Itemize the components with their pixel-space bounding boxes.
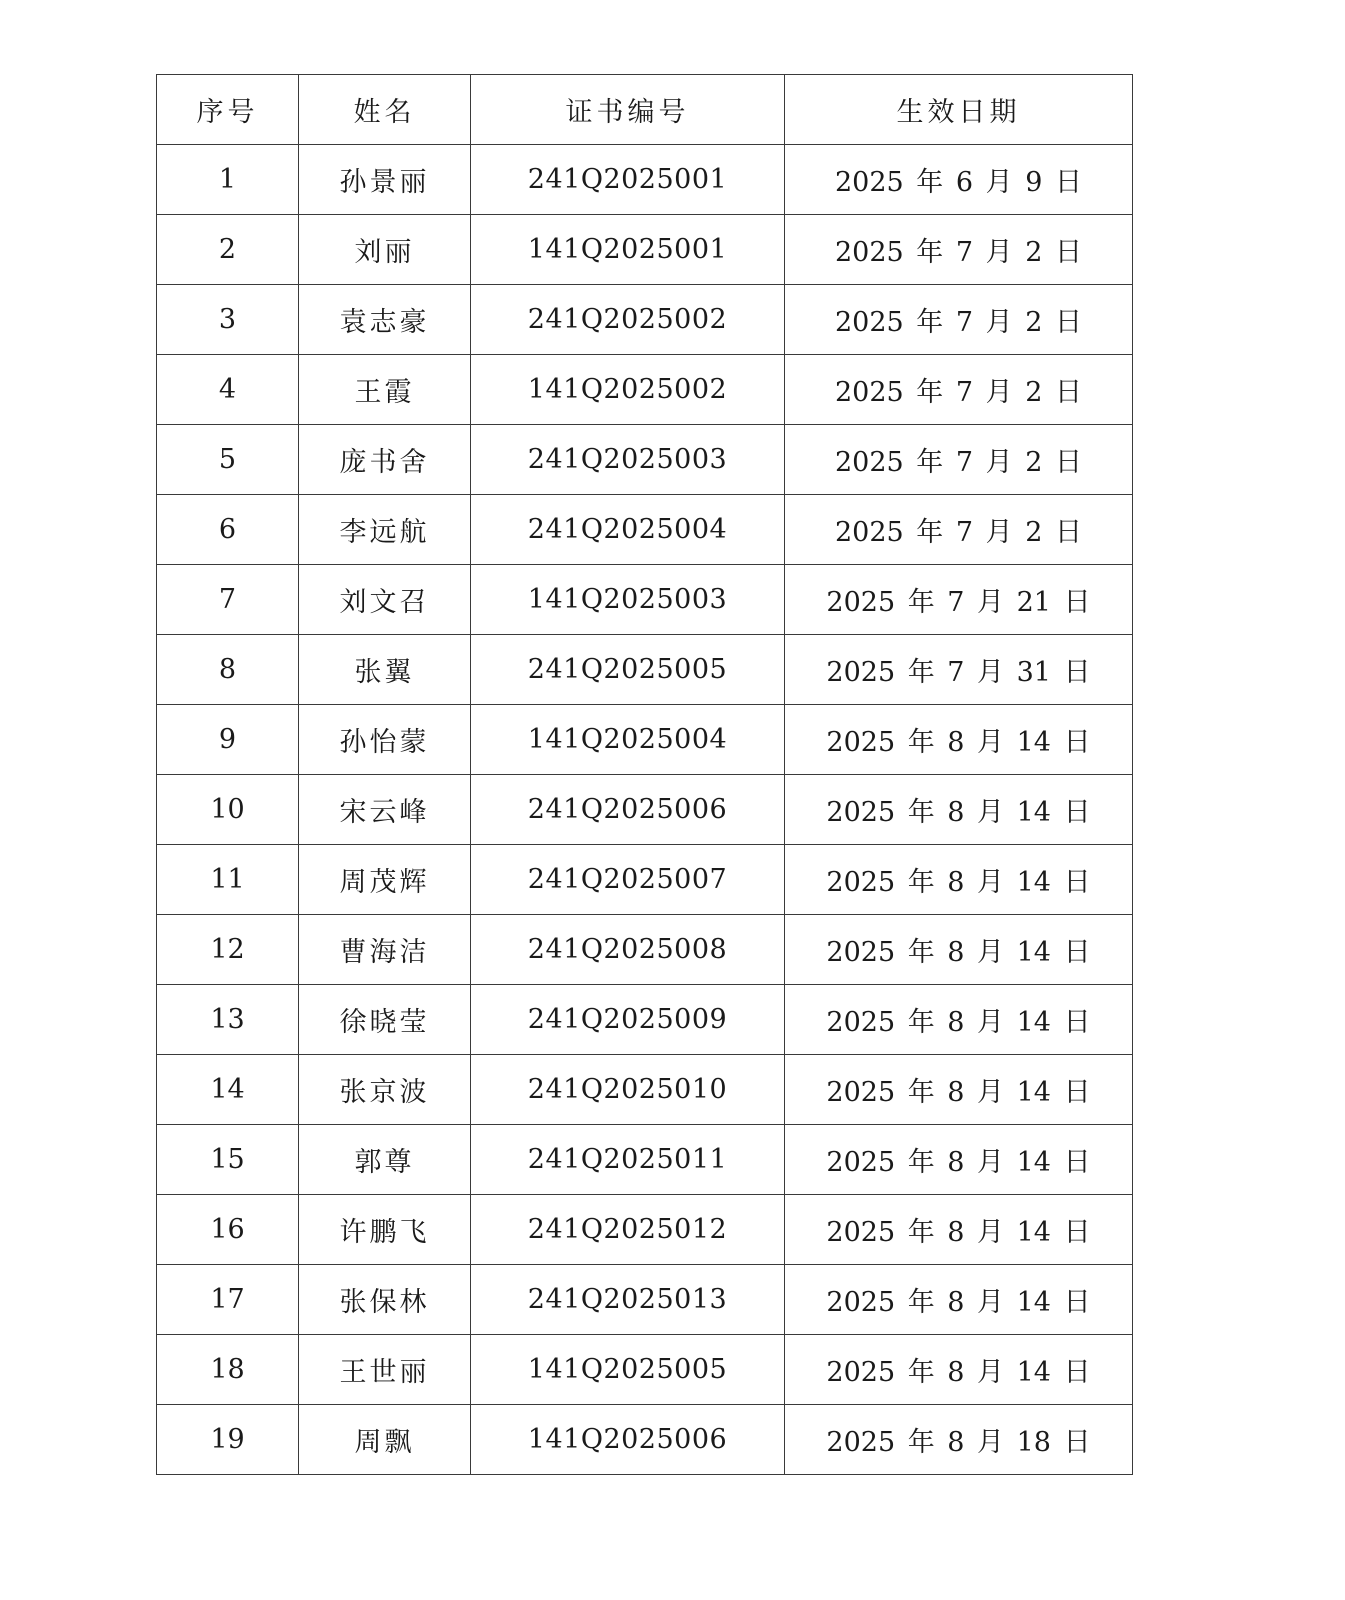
name-cell: 宋云峰 — [299, 775, 471, 845]
seq-cell: 6 — [157, 495, 299, 565]
name-cell: 张保林 — [299, 1265, 471, 1335]
table-row — [157, 565, 1133, 635]
name-cell: 王世丽 — [299, 1335, 471, 1405]
name-cell: 许鹏飞 — [299, 1195, 471, 1265]
cert-cell: 141Q2025003 — [471, 565, 785, 635]
table-row — [157, 355, 1133, 425]
cert-cell: 241Q2025013 — [471, 1265, 785, 1335]
name-cell: 周茂辉 — [299, 845, 471, 915]
cert-cell: 241Q2025012 — [471, 1195, 785, 1265]
name-cell: 张京波 — [299, 1055, 471, 1125]
table-row — [157, 145, 1133, 215]
seq-cell: 10 — [157, 775, 299, 845]
date-cell: 2025 年 8 月 14 日 — [785, 1265, 1133, 1335]
name-cell: 刘文召 — [299, 565, 471, 635]
seq-cell: 4 — [157, 355, 299, 425]
date-cell: 2025 年 8 月 14 日 — [785, 985, 1133, 1055]
cert-cell: 141Q2025002 — [471, 355, 785, 425]
header-seq: 序号 — [157, 75, 299, 145]
cert-cell: 241Q2025008 — [471, 915, 785, 985]
name-cell: 曹海洁 — [299, 915, 471, 985]
seq-cell: 8 — [157, 635, 299, 705]
table-header-row — [157, 75, 1133, 145]
table-row — [157, 635, 1133, 705]
seq-cell: 17 — [157, 1265, 299, 1335]
seq-cell: 12 — [157, 915, 299, 985]
seq-cell: 19 — [157, 1405, 299, 1475]
date-cell: 2025 年 8 月 14 日 — [785, 775, 1133, 845]
cert-cell: 241Q2025002 — [471, 285, 785, 355]
date-cell: 2025 年 7 月 2 日 — [785, 285, 1133, 355]
date-cell: 2025 年 8 月 14 日 — [785, 1335, 1133, 1405]
date-cell: 2025 年 7 月 31 日 — [785, 635, 1133, 705]
table-row — [157, 495, 1133, 565]
date-cell: 2025 年 8 月 14 日 — [785, 915, 1133, 985]
cert-cell: 241Q2025003 — [471, 425, 785, 495]
cert-cell: 241Q2025005 — [471, 635, 785, 705]
date-cell: 2025 年 6 月 9 日 — [785, 145, 1133, 215]
seq-cell: 7 — [157, 565, 299, 635]
certificate-table — [156, 74, 1133, 1475]
cert-cell: 241Q2025004 — [471, 495, 785, 565]
name-cell: 孙怡蒙 — [299, 705, 471, 775]
table-row — [157, 1125, 1133, 1195]
name-cell: 王霞 — [299, 355, 471, 425]
date-cell: 2025 年 7 月 21 日 — [785, 565, 1133, 635]
seq-cell: 13 — [157, 985, 299, 1055]
date-cell: 2025 年 8 月 14 日 — [785, 705, 1133, 775]
seq-cell: 3 — [157, 285, 299, 355]
seq-cell: 2 — [157, 215, 299, 285]
cert-cell: 141Q2025004 — [471, 705, 785, 775]
name-cell: 刘丽 — [299, 215, 471, 285]
cert-cell: 241Q2025001 — [471, 145, 785, 215]
cert-cell: 141Q2025001 — [471, 215, 785, 285]
seq-cell: 11 — [157, 845, 299, 915]
date-cell: 2025 年 7 月 2 日 — [785, 215, 1133, 285]
seq-cell: 5 — [157, 425, 299, 495]
seq-cell: 9 — [157, 705, 299, 775]
date-cell: 2025 年 8 月 14 日 — [785, 1125, 1133, 1195]
table-body — [157, 145, 1133, 1475]
table-row — [157, 1265, 1133, 1335]
table-row — [157, 845, 1133, 915]
date-cell: 2025 年 7 月 2 日 — [785, 495, 1133, 565]
date-cell: 2025 年 7 月 2 日 — [785, 355, 1133, 425]
seq-cell: 18 — [157, 1335, 299, 1405]
name-cell: 张翼 — [299, 635, 471, 705]
table-row — [157, 915, 1133, 985]
header-cert-number: 证书编号 — [471, 75, 785, 145]
date-cell: 2025 年 8 月 14 日 — [785, 1055, 1133, 1125]
name-cell: 徐晓莹 — [299, 985, 471, 1055]
table-row — [157, 775, 1133, 845]
header-name: 姓名 — [299, 75, 471, 145]
date-cell: 2025 年 8 月 14 日 — [785, 845, 1133, 915]
table-row — [157, 1195, 1133, 1265]
cert-cell: 241Q2025010 — [471, 1055, 785, 1125]
cert-cell: 241Q2025006 — [471, 775, 785, 845]
table-row — [157, 1405, 1133, 1475]
name-cell: 郭尊 — [299, 1125, 471, 1195]
table-row — [157, 215, 1133, 285]
date-cell: 2025 年 8 月 18 日 — [785, 1405, 1133, 1475]
table-row — [157, 285, 1133, 355]
table-row — [157, 1335, 1133, 1405]
header-effective-date: 生效日期 — [785, 75, 1133, 145]
date-cell: 2025 年 7 月 2 日 — [785, 425, 1133, 495]
seq-cell: 14 — [157, 1055, 299, 1125]
name-cell: 庞书舍 — [299, 425, 471, 495]
table-row — [157, 705, 1133, 775]
cert-cell: 241Q2025011 — [471, 1125, 785, 1195]
name-cell: 周飘 — [299, 1405, 471, 1475]
name-cell: 袁志豪 — [299, 285, 471, 355]
table-row — [157, 1055, 1133, 1125]
table-row — [157, 425, 1133, 495]
cert-cell: 141Q2025005 — [471, 1335, 785, 1405]
cert-cell: 241Q2025007 — [471, 845, 785, 915]
seq-cell: 1 — [157, 145, 299, 215]
cert-cell: 241Q2025009 — [471, 985, 785, 1055]
date-cell: 2025 年 8 月 14 日 — [785, 1195, 1133, 1265]
seq-cell: 15 — [157, 1125, 299, 1195]
cert-cell: 141Q2025006 — [471, 1405, 785, 1475]
name-cell: 李远航 — [299, 495, 471, 565]
name-cell: 孙景丽 — [299, 145, 471, 215]
table-row — [157, 985, 1133, 1055]
seq-cell: 16 — [157, 1195, 299, 1265]
